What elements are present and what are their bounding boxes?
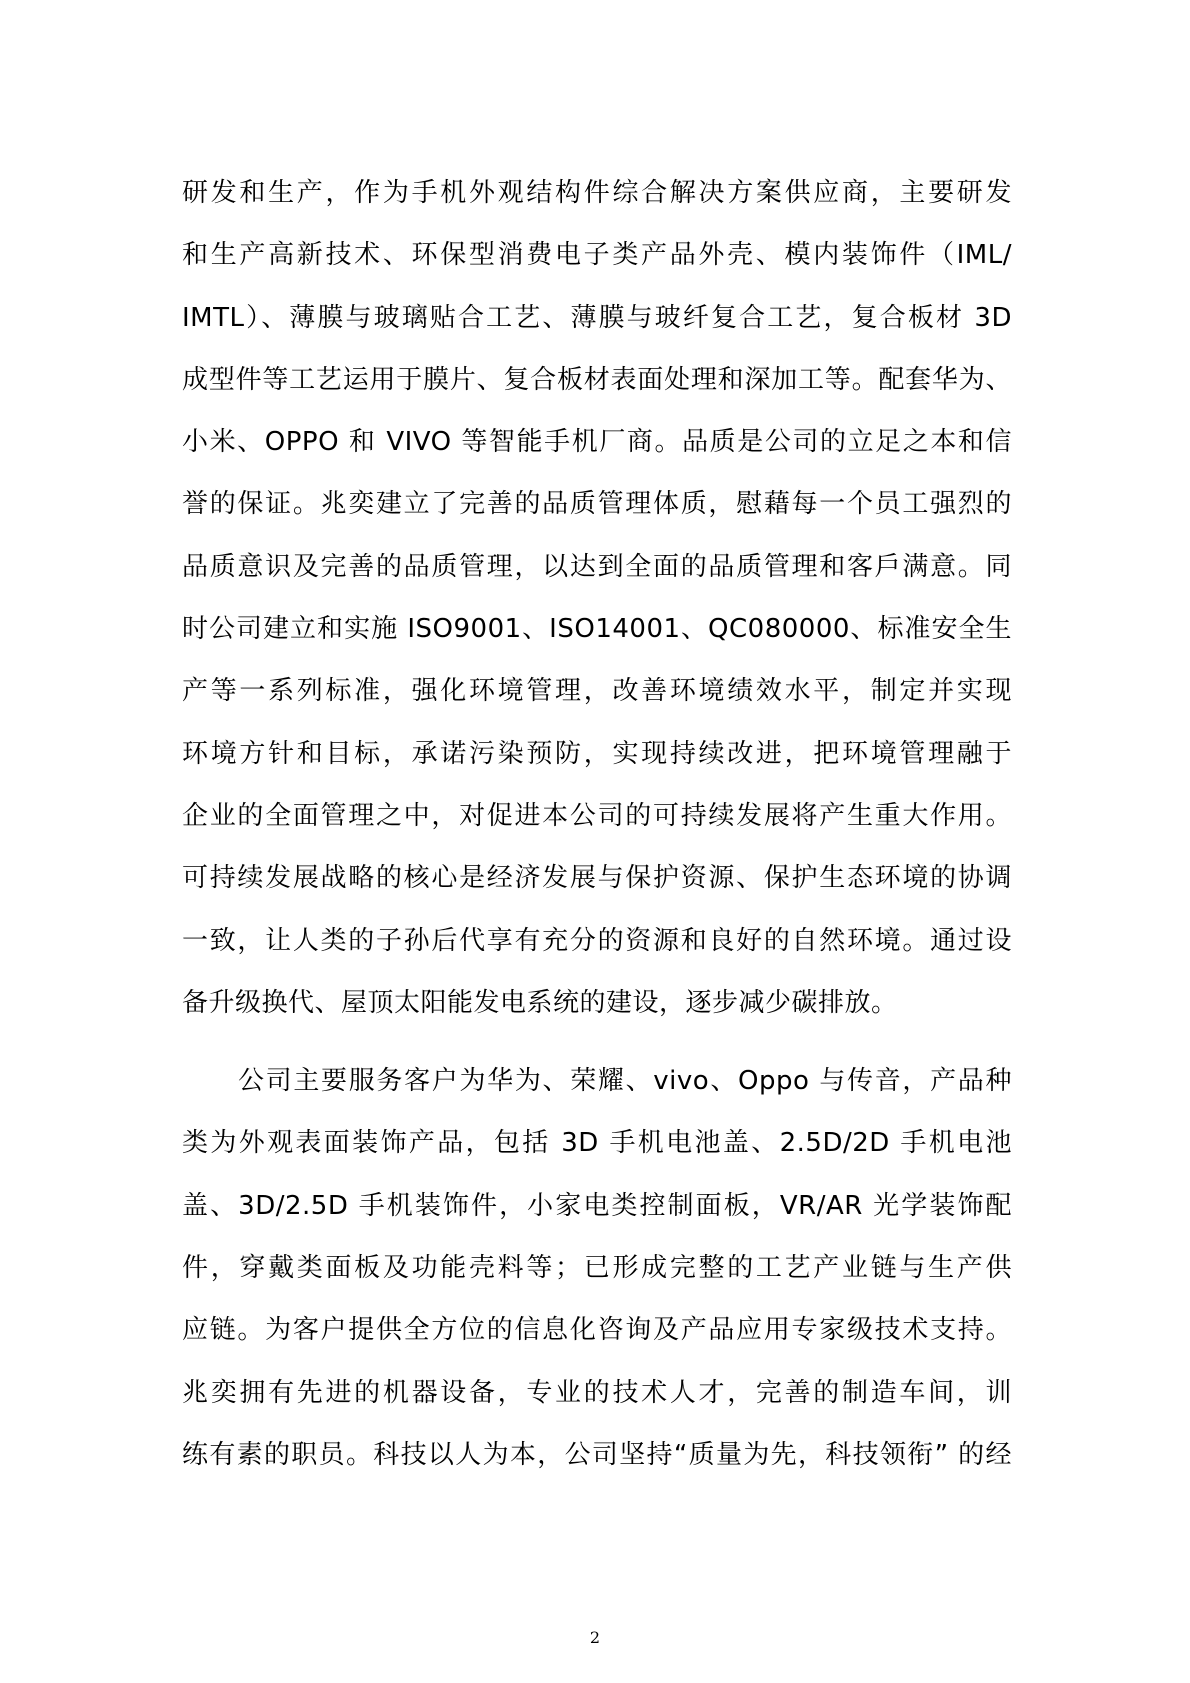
paragraph-line: 品质意识及完善的品质管理，以达到全面的品质管理和客戶满意。同: [182, 551, 1012, 582]
page-number: 2: [589, 1628, 601, 1647]
paragraph-line: 盖、3D/2.5D 手机装饰件，小家电类控制面板，VR/AR 光学装饰配: [182, 1190, 1012, 1221]
paragraph-line: 应链。为客户提供全方位的信息化咨询及产品应用专家级技术支持。: [182, 1315, 1012, 1346]
document-body: [182, 162, 1012, 1486]
paragraph-line: 类为外观表面装饰产品，包括 3D 手机电池盖、2.5D/2D 手机电池: [182, 1128, 1012, 1159]
paragraph-line: 公司主要服务客户为华为、荣耀、vivo、Oppo 与传音，产品种: [238, 1066, 1012, 1097]
paragraph-line: 一致，让人类的子孙后代享有充分的资源和良好的自然环境。通过设: [182, 925, 1012, 956]
paragraph-2: [182, 1050, 1012, 1486]
paragraph-line: 环境方针和目标，承诺污染预防，实现持续改进，把环境管理融于: [182, 738, 1012, 769]
paragraph-line: IMTL）、薄膜与玻璃贴合工艺、薄膜与玻纤复合工艺，复合板材 3D: [182, 302, 1012, 333]
paragraph-line: 产等一系列标准，强化环境管理，改善环境绩效水平，制定并实现: [182, 676, 1012, 707]
paragraph-line: 研发和生产，作为手机外观结构件综合解决方案供应商，主要研发: [182, 178, 1012, 208]
paragraph-line: 练有素的职员。科技以人为本，公司坚持“质量为先，科技领衔” 的经: [182, 1439, 1012, 1470]
paragraph-line: 小米、OPPO 和 VIVO 等智能手机厂商。品质是公司的立足之本和信: [182, 427, 1012, 458]
paragraph-line: 时公司建立和实施 ISO9001、ISO14001、QC080000、标准安全生: [182, 614, 1012, 645]
paragraph-1: [182, 162, 1012, 1034]
paragraph-line: 兆奕拥有先进的机器设备，专业的技术人才，完善的制造车间，训: [182, 1377, 1012, 1408]
paragraph-line: 和生产高新技术、环保型消费电子类产品外壳、模内装饰件（IML/: [182, 240, 1012, 271]
paragraph-line: 成型件等工艺运用于膜片、复合板材表面处理和深加工等。配套华为、: [182, 364, 1012, 395]
paragraph-line: 誉的保证。兆奕建立了完善的品质管理体质，慰藉每一个员工强烈的: [182, 489, 1012, 520]
paragraph-line: 备升级换代、屋顶太阳能发电系统的建设，逐步减少碳排放。: [182, 987, 898, 1018]
paragraph-line: 企业的全面管理之中，对促进本公司的可持续发展将产生重大作用。: [182, 800, 1012, 831]
paragraph-line: 件，穿戴类面板及功能壳料等；已形成完整的工艺产业链与生产供: [182, 1253, 1012, 1284]
paragraph-line: 可持续发展战略的核心是经济发展与保护资源、保护生态环境的协调: [182, 863, 1012, 894]
